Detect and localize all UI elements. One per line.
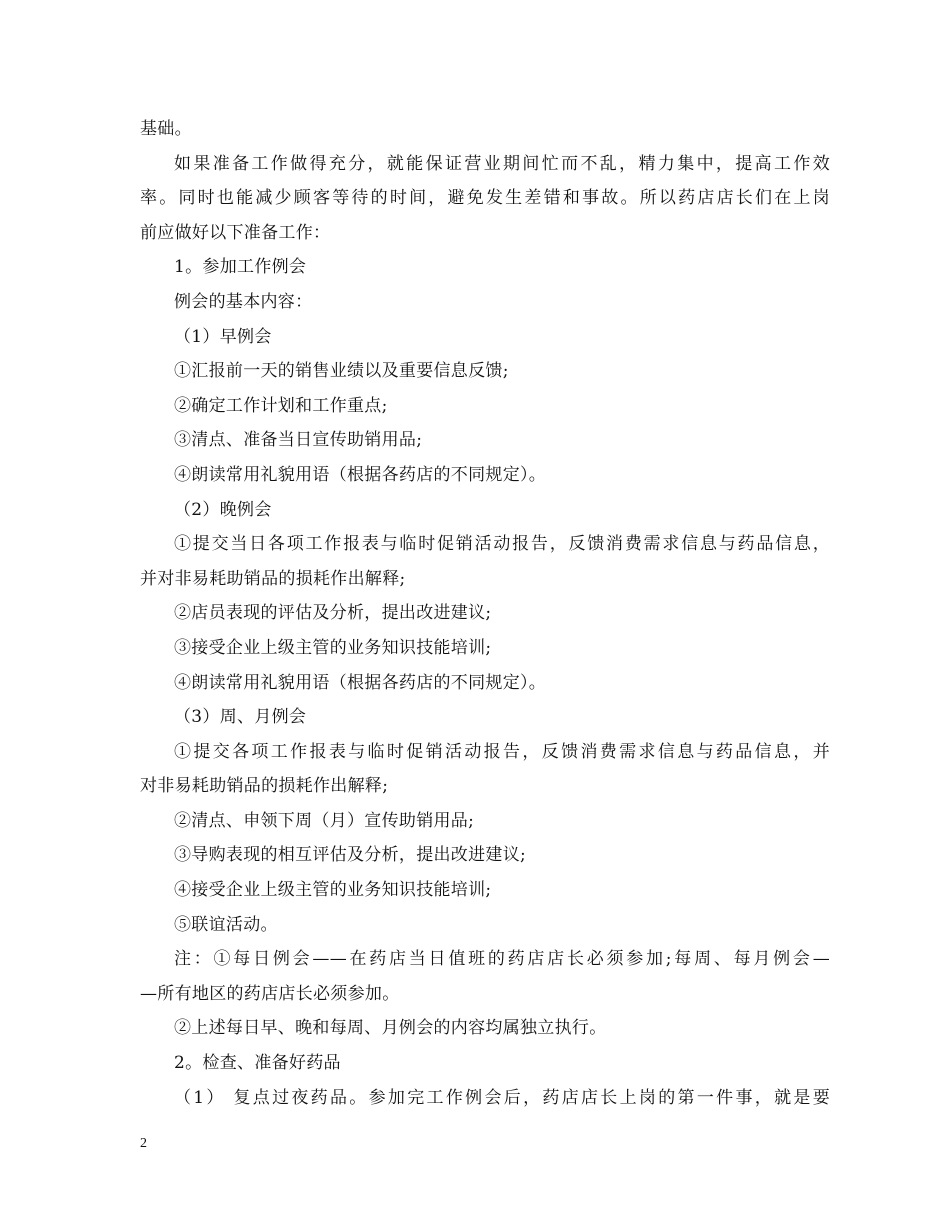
text-line: （2）晚例会 (174, 499, 272, 520)
text-line: 1。参加工作例会 (174, 257, 307, 278)
text-line: 如果准备工作做得充分，就能保证营业期间忙而不乱，精力集中，提高工作效 (174, 153, 830, 174)
text-line: 对非易耗助销品的损耗作出解释; (140, 776, 389, 797)
text-line: 率。同时也能减少顾客等待的时间，避免发生差错和事故。所以药店店长们在上岗 (140, 188, 830, 209)
text-line: ④朗读常用礼貌用语（根据各药店的不同规定）。 (174, 672, 547, 693)
text-line: 前应做好以下准备工作： (140, 222, 331, 243)
text-line: ②上述每日早、晚和每周、月例会的内容均属独立执行。 (174, 1018, 607, 1039)
text-line: ②清点、申领下周（月）宣传助销用品; (174, 810, 475, 831)
text-line: ②店员表现的评估及分析，提出改进建议; (174, 603, 492, 624)
text-line: 基础。 (140, 119, 192, 139)
document-body (140, 112, 830, 1115)
text-line: ①提交当日各项工作报表与临时促销活动报告，反馈消费需求信息与药品信息， (174, 534, 830, 555)
text-line: ④接受企业上级主管的业务知识技能培训; (174, 880, 492, 901)
text-line: ①提交各项工作报表与临时促销活动报告，反馈消费需求信息与药品信息，并 (174, 741, 830, 762)
text-line: ④朗读常用礼貌用语（根据各药店的不同规定）。 (174, 464, 547, 485)
text-line: ③接受企业上级主管的业务知识技能培训; (174, 637, 492, 658)
text-line: 例会的基本内容： (174, 291, 313, 312)
text-line: ①汇报前一天的销售业绩以及重要信息反馈; (174, 361, 509, 382)
text-line: 注：①每日例会——在药店当日值班的药店店长必须参加;每周、每月例会— (174, 949, 830, 970)
text-line: （1） 复点过夜药品。参加完工作例会后，药店店长上岗的第一件事，就是要 (174, 1087, 830, 1108)
text-line: （1）早例会 (174, 326, 272, 347)
text-line: ③导购表现的相互评估及分析，提出改进建议; (174, 845, 527, 866)
text-line: 2。检查、准备好药品 (174, 1053, 341, 1074)
text-line: ②确定工作计划和工作重点; (174, 395, 388, 416)
text-line: —所有地区的药店店长必须参加。 (140, 983, 400, 1004)
text-line: ⑤联谊活动。 (174, 914, 278, 935)
page-number: 2 (140, 1136, 147, 1151)
text-line: 并对非易耗助销品的损耗作出解释; (140, 568, 406, 589)
text-line: （3）周、月例会 (174, 707, 307, 728)
text-line: ③清点、准备当日宣传助销用品; (174, 430, 423, 451)
